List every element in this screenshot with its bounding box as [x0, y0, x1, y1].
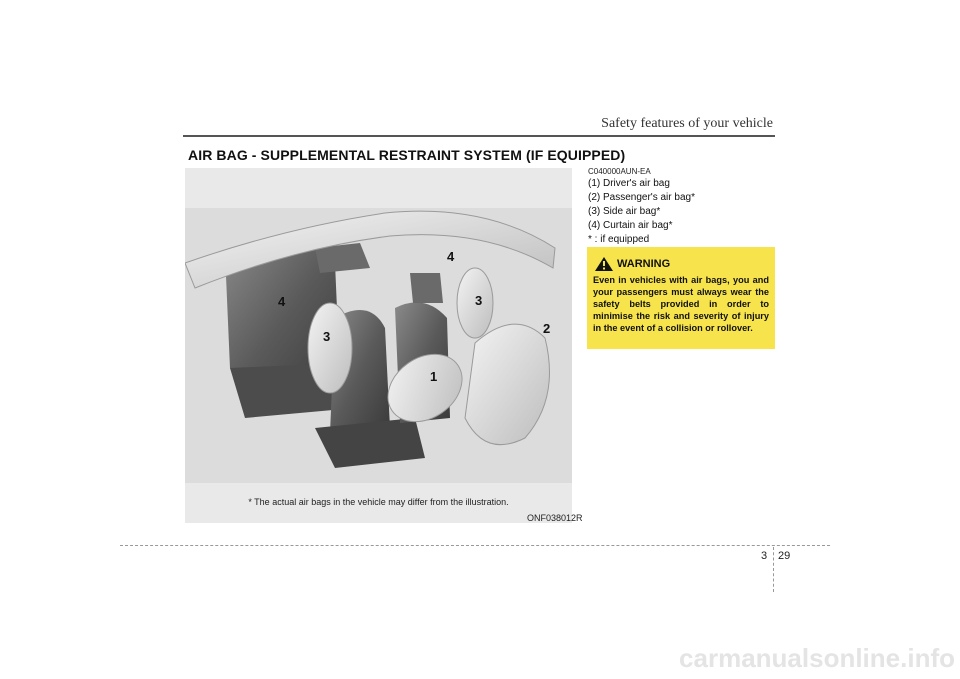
figure-code: ONF038012R: [527, 513, 583, 523]
label-passenger-airbag: 2: [543, 321, 551, 336]
warning-title: WARNING: [617, 258, 671, 270]
warning-text: Even in vehicles with air bags, you and your passengers must always wear the safety belts provided in order to minimise the risk and severity of injury in the event of a collision or rollover.: [593, 275, 769, 333]
label-driver-airbag: 1: [430, 369, 438, 384]
figure-disclaimer: * The actual air bags in the vehicle may differ from the illustration.: [248, 497, 509, 507]
legend-item: (1) Driver's air bag: [588, 178, 670, 189]
airbag-diagram: [185, 168, 572, 523]
page-number: 29: [778, 550, 791, 562]
label-curtain-airbag-rear: 4: [278, 294, 286, 309]
legend-item: (3) Side air bag*: [588, 206, 661, 217]
section-title: AIR BAG - SUPPLEMENTAL RESTRAINT SYSTEM (IF EQUIPPED): [188, 147, 626, 163]
warning-header: [595, 257, 670, 271]
page-number-separator: [773, 547, 774, 592]
legend-footnote: * : if equipped: [588, 234, 650, 245]
header-divider: [183, 135, 775, 137]
warning-triangle-icon: [595, 257, 613, 271]
legend-item: (4) Curtain air bag*: [588, 220, 673, 231]
front-headrest: [410, 273, 443, 303]
section-code: C040000AUN-EA: [588, 167, 651, 176]
airbag-legend: [588, 177, 695, 247]
chapter-number: 3: [761, 550, 768, 562]
legend-item: (2) Passenger's air bag*: [588, 192, 695, 203]
side-airbag-rear: [308, 303, 352, 393]
footer-divider: [120, 545, 830, 546]
airbag-illustration: [185, 168, 572, 523]
label-side-airbag-rear: 3: [323, 329, 331, 344]
page-header-title: Safety features of your vehicle: [601, 116, 773, 131]
label-curtain-airbag-front: 4: [447, 249, 455, 264]
warning-box: [587, 247, 775, 349]
label-side-airbag-front: 3: [475, 293, 483, 308]
watermark: carmanualsonline.info: [679, 643, 955, 673]
